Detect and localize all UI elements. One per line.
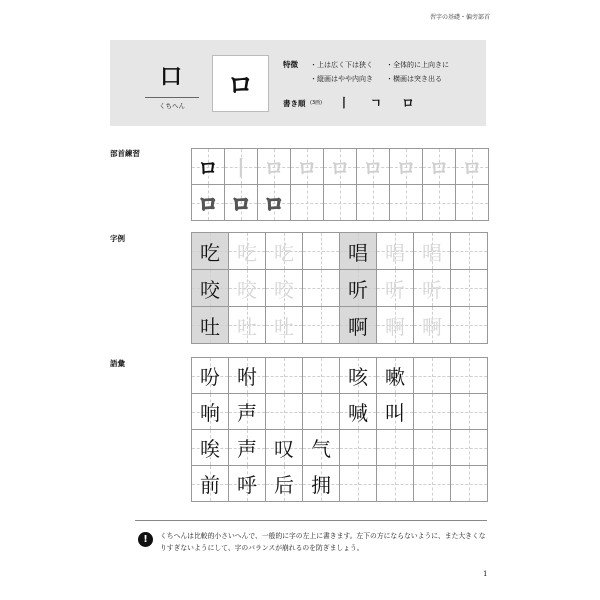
vocab-char: 呼 <box>237 473 257 497</box>
practice-trace-char: 丨 <box>231 156 251 180</box>
page-number: 1 <box>483 570 488 578</box>
vocab-char: 叹 <box>274 437 294 461</box>
vocab-cell <box>303 430 340 466</box>
example-cell <box>192 270 229 307</box>
practice-cell <box>324 185 357 221</box>
practice-cell <box>291 185 324 221</box>
note-text: くちへんは比較的小さいへんで、一般的に字の左上に書きます。左下の方にならないように、また大きくなりすぎないようにして、字のバランスが崩れるのを防ぎましょう。 <box>160 532 486 552</box>
example-trace-char: 吃 <box>274 240 294 265</box>
vocab-char: 前 <box>200 473 220 497</box>
example-cell <box>451 233 488 270</box>
vocab-cell <box>377 430 414 466</box>
vocabulary-grid <box>191 357 488 502</box>
example-trace-char: 吐 <box>274 314 294 339</box>
practice-grid <box>191 148 489 221</box>
practice-cell <box>390 149 423 185</box>
feature-item: ・縦画はやや内向き <box>310 75 373 83</box>
radical-character: 口 <box>160 64 183 90</box>
vocab-char: 声 <box>237 401 257 425</box>
vocab-char: 响 <box>200 401 220 425</box>
vocab-cell <box>451 394 488 430</box>
section-title-vocabulary: 語彙 <box>110 359 125 368</box>
practice-cell <box>225 185 258 221</box>
vocab-cell <box>192 394 229 430</box>
vocab-cell <box>303 394 340 430</box>
practice-cell <box>258 185 291 221</box>
example-char: 听 <box>348 277 368 302</box>
feature-item: ・上は広く下は狭く <box>310 61 373 69</box>
practice-cell <box>192 149 225 185</box>
vocab-cell <box>414 430 451 466</box>
practice-trace-char: ロ <box>396 156 416 180</box>
example-trace-char: 唱 <box>422 240 442 265</box>
vocab-cell <box>266 466 303 502</box>
vocab-cell <box>266 430 303 466</box>
feature-item: ・全体的に上向きに <box>386 61 449 69</box>
practice-cell <box>423 149 456 185</box>
vocab-cell <box>377 394 414 430</box>
example-trace-char: 啊 <box>385 314 405 339</box>
vocab-cell <box>229 430 266 466</box>
example-trace-char: 啊 <box>422 314 442 339</box>
radical-model-box <box>212 55 269 112</box>
vocab-char: 声 <box>237 437 257 461</box>
vocab-cell <box>414 394 451 430</box>
example-cell <box>192 233 229 270</box>
example-char: 唱 <box>348 240 368 265</box>
vocab-char: 咳 <box>348 365 368 389</box>
vocab-cell <box>340 466 377 502</box>
examples-grid-right <box>339 232 488 344</box>
vocab-cell <box>229 466 266 502</box>
example-char: 吃 <box>200 240 220 265</box>
practice-trace-char: ロ <box>363 156 383 180</box>
example-cell <box>266 233 303 270</box>
example-cell <box>303 307 340 344</box>
practice-outline-char: ロ <box>264 192 284 216</box>
vocab-cell <box>192 358 229 394</box>
example-cell <box>229 307 266 344</box>
vocab-cell <box>377 466 414 502</box>
radical-underline <box>145 97 199 98</box>
vocab-cell <box>451 430 488 466</box>
practice-trace-char: ロ <box>297 156 317 180</box>
vocab-cell <box>451 466 488 502</box>
vocab-cell <box>303 466 340 502</box>
vocab-char: 喊 <box>348 401 368 425</box>
practice-trace-char: ロ <box>429 156 449 180</box>
practice-cell <box>390 185 423 221</box>
example-cell <box>192 307 229 344</box>
vocab-cell <box>414 466 451 502</box>
vocab-cell <box>414 358 451 394</box>
example-cell <box>303 270 340 307</box>
practice-outline-char: ロ <box>198 192 218 216</box>
practice-trace-char: ロ <box>264 156 284 180</box>
vocab-cell <box>192 430 229 466</box>
practice-cell <box>258 149 291 185</box>
vocab-cell <box>451 358 488 394</box>
vocab-cell <box>340 394 377 430</box>
example-cell <box>377 307 414 344</box>
vocab-char: 嗽 <box>385 365 405 389</box>
stroke-order-sequence: 丨 ㄱ ロ <box>338 96 422 110</box>
vocab-cell <box>266 358 303 394</box>
vocab-cell <box>229 394 266 430</box>
example-cell <box>414 270 451 307</box>
practice-cell <box>423 185 456 221</box>
example-cell <box>377 270 414 307</box>
example-trace-char: 吃 <box>237 240 257 265</box>
examples-grid-left <box>191 232 340 344</box>
practice-cell <box>192 185 225 221</box>
example-char: 咬 <box>200 277 220 302</box>
vocab-cell <box>340 430 377 466</box>
vocab-char: 气 <box>311 437 331 461</box>
example-trace-char: 听 <box>422 277 442 302</box>
vocab-char: 咐 <box>237 365 257 389</box>
example-trace-char: 咬 <box>237 277 257 302</box>
vocab-cell <box>266 394 303 430</box>
practice-cell <box>456 185 489 221</box>
vocab-char: 叫 <box>385 401 405 425</box>
example-trace-char: 听 <box>385 277 405 302</box>
example-cell <box>303 233 340 270</box>
practice-cell <box>456 149 489 185</box>
practice-outline-char: ロ <box>231 192 251 216</box>
vocab-char: 后 <box>274 473 294 497</box>
example-char: 啊 <box>348 314 368 339</box>
example-cell <box>340 233 377 270</box>
vocab-cell <box>377 358 414 394</box>
example-cell <box>266 307 303 344</box>
example-cell <box>229 233 266 270</box>
example-char: 吐 <box>200 314 220 339</box>
practice-cell <box>225 149 258 185</box>
example-cell <box>451 270 488 307</box>
example-cell <box>266 270 303 307</box>
practice-char: ロ <box>198 156 218 180</box>
example-cell <box>340 307 377 344</box>
practice-cell <box>357 185 390 221</box>
radical-model-char: ロ <box>227 71 254 101</box>
practice-cell <box>357 149 390 185</box>
note-divider <box>135 520 487 521</box>
vocab-cell <box>303 358 340 394</box>
example-cell <box>340 270 377 307</box>
practice-trace-char: ロ <box>462 156 482 180</box>
page-header: 習字の基礎・偏旁部首 <box>429 14 490 21</box>
vocab-cell <box>192 466 229 502</box>
radical-name: くちへん <box>159 102 185 110</box>
example-cell <box>414 233 451 270</box>
feature-item: ・横画は突き出る <box>386 75 442 83</box>
stroke-order-label: 書き順 <box>283 99 306 108</box>
example-cell <box>377 233 414 270</box>
vocab-char: 拥 <box>311 473 331 497</box>
stroke-count: (3画) <box>310 100 323 106</box>
example-trace-char: 咬 <box>274 277 294 302</box>
example-trace-char: 吐 <box>237 314 257 339</box>
practice-cell <box>291 149 324 185</box>
practice-cell <box>324 149 357 185</box>
example-cell <box>229 270 266 307</box>
example-trace-char: 唱 <box>385 240 405 265</box>
section-title-examples: 字例 <box>110 234 125 243</box>
exclamation-icon: ! <box>138 532 153 547</box>
practice-trace-char: ロ <box>330 156 350 180</box>
section-title-practice: 部首練習 <box>110 149 140 158</box>
vocab-char: 吩 <box>200 365 220 389</box>
features-label: 特徴 <box>283 60 298 69</box>
vocab-char: 唉 <box>200 437 220 461</box>
example-cell <box>414 307 451 344</box>
vocab-cell <box>229 358 266 394</box>
vocab-cell <box>340 358 377 394</box>
example-cell <box>451 307 488 344</box>
